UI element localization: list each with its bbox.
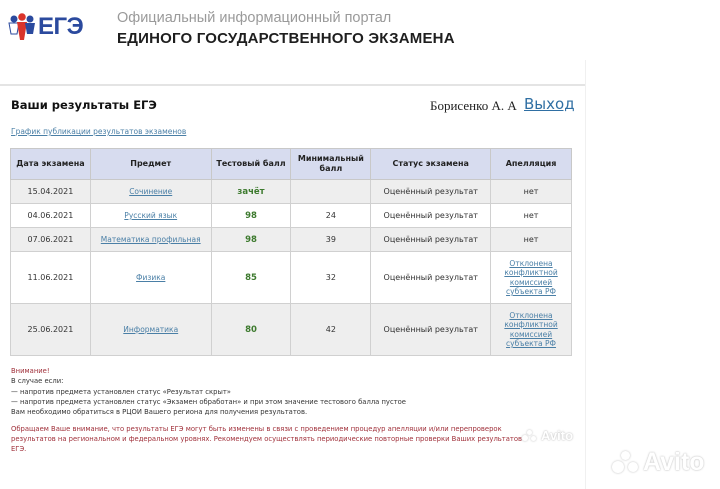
exam-date: 25.06.2021 <box>11 304 91 356</box>
exam-date: 07.06.2021 <box>11 228 91 252</box>
min-score: 32 <box>291 252 371 304</box>
subject-cell <box>90 304 211 356</box>
col-header-status: Статус экзамена <box>371 149 491 180</box>
exam-status: Оценённый результат <box>371 252 491 304</box>
test-score <box>211 252 291 304</box>
appeal-status: нет <box>491 228 572 252</box>
appeal-status: нет <box>491 180 572 204</box>
portal-subtitle: Официальный информационный портал <box>117 10 392 26</box>
avito-dots-icon <box>522 430 538 442</box>
portal-title: ЕДИНОГО ГОСУДАРСТВЕННОГО ЭКЗАМЕНА <box>117 30 455 47</box>
table-row <box>11 204 572 228</box>
exam-status: Оценённый результат <box>371 204 491 228</box>
appeal-link[interactable]: Отклонена конфликтной комиссией субъекта РФ <box>504 310 558 348</box>
avito-text: Avito <box>541 428 574 443</box>
subject-cell <box>90 252 211 304</box>
logout-link[interactable]: Выход <box>524 95 575 113</box>
notice-line: В случае если: <box>11 377 64 386</box>
score-value: 80 <box>245 324 257 335</box>
test-score <box>211 228 291 252</box>
table-header-row <box>11 149 572 180</box>
table-row <box>11 304 572 356</box>
col-header-subject: Предмет <box>90 149 211 180</box>
min-score: 39 <box>291 228 371 252</box>
col-header-score: Тестовый балл <box>211 149 291 180</box>
subject-link[interactable]: Математика профильная <box>100 235 201 244</box>
appeal-cell <box>491 252 572 304</box>
header-divider <box>0 84 585 86</box>
avito-watermark-large <box>612 448 705 477</box>
test-score <box>211 204 291 228</box>
exam-status: Оценённый результат <box>371 228 491 252</box>
table-row <box>11 228 572 252</box>
exam-date: 15.04.2021 <box>11 180 91 204</box>
appeal-link[interactable]: Отклонена конфликтной комиссией субъекта РФ <box>504 258 558 296</box>
score-value: зачёт <box>237 186 265 197</box>
site-header <box>0 0 720 60</box>
ege-logo[interactable] <box>8 9 98 45</box>
test-score <box>211 180 291 204</box>
subject-link[interactable]: Физика <box>136 273 166 282</box>
people-logo-icon <box>8 12 36 42</box>
notice-line: Вам необходимо обратиться в РЦОИ Вашего региона для получения результатов. <box>11 408 308 417</box>
page-title: Ваши результаты ЕГЭ <box>11 98 157 112</box>
min-score <box>291 180 371 204</box>
attention-label: Внимание! <box>11 367 50 375</box>
results-table <box>10 148 572 356</box>
subject-cell <box>90 204 211 228</box>
schedule-link[interactable]: График публикации результатов экзаменов <box>11 127 187 136</box>
exam-date: 04.06.2021 <box>11 204 91 228</box>
score-value: 85 <box>245 272 257 283</box>
avito-text: Avito <box>643 448 705 476</box>
content-border <box>585 60 586 489</box>
subject-link[interactable]: Информатика <box>123 325 179 334</box>
table-row <box>11 180 572 204</box>
exam-date: 11.06.2021 <box>11 252 91 304</box>
col-header-appeal: Апелляция <box>491 149 572 180</box>
test-score <box>211 304 291 356</box>
avito-watermark-small <box>522 428 573 443</box>
attention-notice <box>11 366 406 417</box>
notice-line: — напротив предмета установлен статус «Экзамен обработан» и при этом значение тестового балла пустое <box>11 397 406 406</box>
col-header-date: Дата экзамена <box>11 149 91 180</box>
min-score: 24 <box>291 204 371 228</box>
col-header-min-score: Минимальный балл <box>291 149 371 180</box>
score-value: 98 <box>245 210 257 221</box>
notice-line: — напротив предмета установлен статус «Результат скрыт» <box>11 387 231 396</box>
exam-status: Оценённый результат <box>371 304 491 356</box>
table-row <box>11 252 572 304</box>
results-change-warning: Обращаем Ваше внимание, что результаты ЕГЭ могут быть изменены в связи с проведением процедур апелляции и/или перепроверок результатов на региональном и федеральном уровнях. Рекомендуем осуществлять периодические повторные проверки Ваших результатов ЕГЭ. <box>11 425 523 453</box>
subject-link[interactable]: Русский язык <box>124 211 178 220</box>
user-name: Борисенко А. А <box>430 98 517 113</box>
subject-link[interactable]: Сочинение <box>129 187 173 196</box>
appeal-cell <box>491 304 572 356</box>
avito-dots-icon <box>612 451 640 475</box>
subject-cell <box>90 228 211 252</box>
subject-cell <box>90 180 211 204</box>
score-value: 98 <box>245 234 257 245</box>
appeal-status: нет <box>491 204 572 228</box>
min-score: 42 <box>291 304 371 356</box>
exam-status: Оценённый результат <box>371 180 491 204</box>
logo-text: ЕГЭ <box>38 13 84 40</box>
